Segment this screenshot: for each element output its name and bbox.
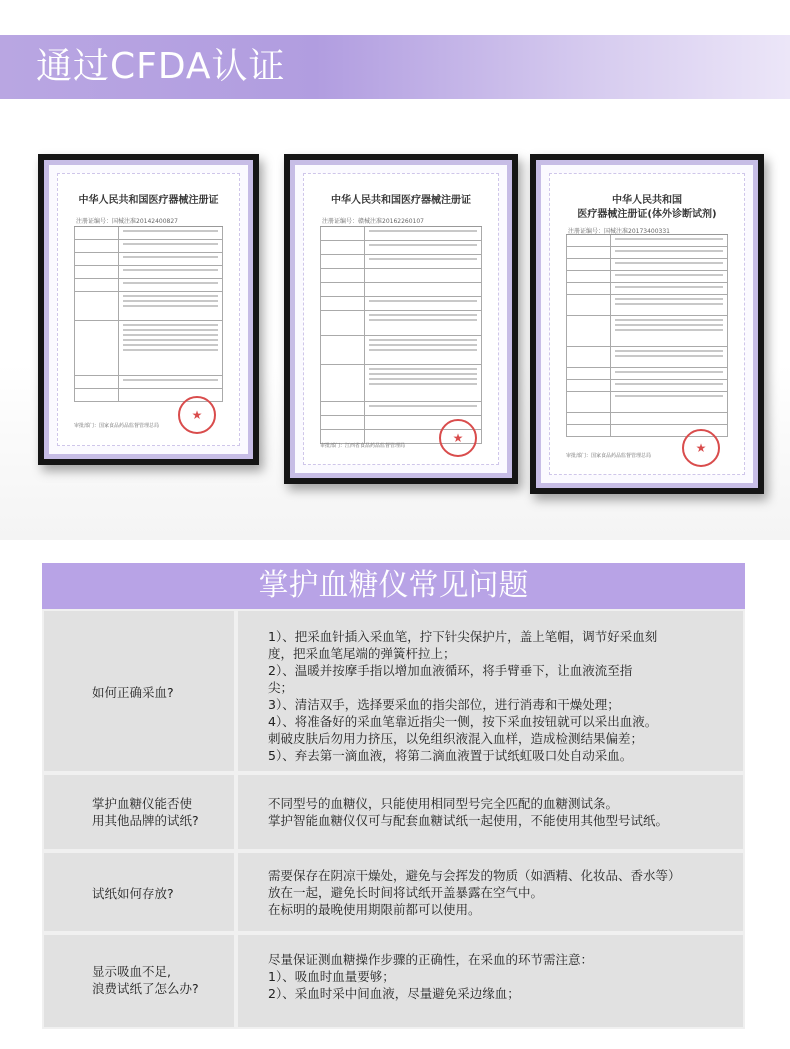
faq-answer-line: 1）、把采血针插入采血笔，拧下针尖保护片，盖上笔帽，调节好采血刻 [268,629,658,644]
certificate-row [74,279,223,292]
faq-question-line: 试纸如何存放? [92,886,174,901]
certificate-row [566,271,728,283]
faq-table [42,609,745,1029]
certificate-row [74,253,223,266]
certificate-row [566,316,728,347]
faq-question-line: 掌护血糖仪能否使 [92,796,193,811]
faq-answer-line: 5）、弃去第一滴血液，将第二滴血液置于试纸虹吸口处自动采血。 [268,748,633,763]
certificate-row [566,283,728,295]
certificate-footer: 审批部门：国家食品药品监督管理总局 [74,423,160,429]
faq-answer-cell [238,611,743,771]
faq-answer-line: 掌护智能血糖仪仅可与配套血糖试纸一起使用，不能使用其他型号试纸。 [268,813,669,828]
faq-question-cell [44,775,234,849]
official-stamp: ★ [439,419,477,457]
certificate-paper [303,173,499,465]
faq-header [42,563,745,609]
certificate-table [74,226,223,402]
certificate-frame-3 [530,154,764,494]
faq-question-line: 如何正确采血? [92,685,174,700]
faq-question-line: 显示吸血不足, [92,964,171,979]
faq-answer-line: 放在一起，避免长时间将试纸开盖暴露在空气中。 [268,885,544,900]
certificate-frame-1 [38,154,259,465]
faq-answer [268,951,593,1002]
cfda-banner [0,35,790,99]
certificate-row [320,336,482,365]
faq-question [92,885,234,902]
certificate-row [320,283,482,297]
certificate-number: 注册证编号：赣械注准20162260107 [322,218,424,225]
certificate-footer: 审批部门：国家食品药品监督管理总局 [566,453,652,459]
certificate-gallery [0,99,790,540]
certificate-table [320,226,482,444]
certificate-row [566,235,728,247]
certificate-row [320,269,482,283]
official-stamp: ★ [682,429,720,467]
certificate-footer: 审批部门：江西省食品药品监督管理局 [320,443,406,449]
certificate-row [320,402,482,416]
certificate-row [566,380,728,392]
faq-answer-cell [238,935,743,1027]
faq-answer [268,795,668,829]
certificate-paper [549,173,745,475]
certificate-paper [57,173,240,446]
certificate-row [74,240,223,253]
faq-answer-line: 2）、采血时采中间血液，尽量避免采边缘血； [268,986,520,1001]
certificate-row [74,321,223,376]
certificate-row [74,376,223,389]
faq-question [92,684,234,701]
faq-answer-line: 1）、吸血时血量要够； [268,969,395,984]
faq-answer [268,628,657,764]
certificate-row [566,392,728,413]
certificate-number: 注册证编号：国械注准20142400827 [76,218,178,225]
faq-answer-line: 在标明的最晚使用期限前都可以使用。 [268,902,481,917]
certificate-row [320,297,482,311]
faq-answer-line: 尽量保证测血糖操作步骤的正确性，在采血的环节需注意： [268,952,594,967]
faq-answer-cell [238,853,743,931]
certificate-row [566,413,728,425]
faq-question [92,795,234,829]
faq-answer-line: 3）、清洁双手，选择要采血的指尖部位，进行消毒和干燥处理； [268,697,620,712]
certificate-row [320,241,482,255]
certificate-row [74,292,223,321]
faq-question-cell [44,611,234,771]
banner-title: 通过CFDA认证 [36,46,286,87]
faq-answer-line: 尖； [268,680,294,695]
official-stamp: ★ [178,396,216,434]
certificate-row [566,368,728,380]
faq-answer-line: 4）、将准备好的采血笔靠近指尖一侧，按下采血按钮就可以采出血液。 [268,714,658,729]
certificate-row [566,347,728,368]
faq-answer-line: 刺破皮肤后勿用力挤压，以免组织液混入血样，造成检测结果偏差； [268,731,644,746]
certificate-frame-2 [284,154,518,484]
certificate-table [566,234,728,437]
faq-answer-cell [238,775,743,849]
faq-answer [268,867,681,918]
faq-question [92,963,234,997]
certificate-row [566,259,728,271]
certificate-title: 中华人民共和国医疗器械注册证 [331,195,471,206]
faq-question-cell [44,935,234,1027]
certificate-number: 注册证编号：国械注准20173400331 [568,228,670,235]
certificate-row [320,365,482,402]
faq-title: 掌护血糖仪常见问题 [258,568,529,603]
certificate-title: 中华人民共和国医疗器械注册证 [78,195,219,206]
certificate-row [320,255,482,269]
faq-answer-line: 需要保存在阴凉干燥处，避免与会挥发的物质（如酒精、化妆品、香水等） [268,868,681,883]
certificate-row [74,227,223,240]
certificate-title: 中华人民共和国 [612,195,682,206]
faq-answer-line: 2）、温暖并按摩手指以增加血液循环，将手臂垂下，让血液流至指 [268,663,633,678]
certificate-row [74,266,223,279]
certificate-row [566,247,728,259]
certificate-row [566,295,728,316]
certificate-row [320,311,482,336]
certificate-border [44,160,253,459]
faq-question-cell [44,853,234,931]
certificate-subtitle: 医疗器械注册证(体外诊断试剂) [577,209,717,220]
certificate-border [290,160,512,478]
certificate-row [320,227,482,241]
certificate-border [536,160,758,488]
faq-answer-line: 不同型号的血糖仪，只能使用相同型号完全匹配的血糖测试条。 [268,796,619,811]
faq-answer-line: 度，把采血笔尾端的弹簧杆拉上； [268,646,456,661]
faq-question-line: 浪费试纸了怎么办? [92,981,199,996]
faq-question-line: 用其他品牌的试纸? [92,813,199,828]
